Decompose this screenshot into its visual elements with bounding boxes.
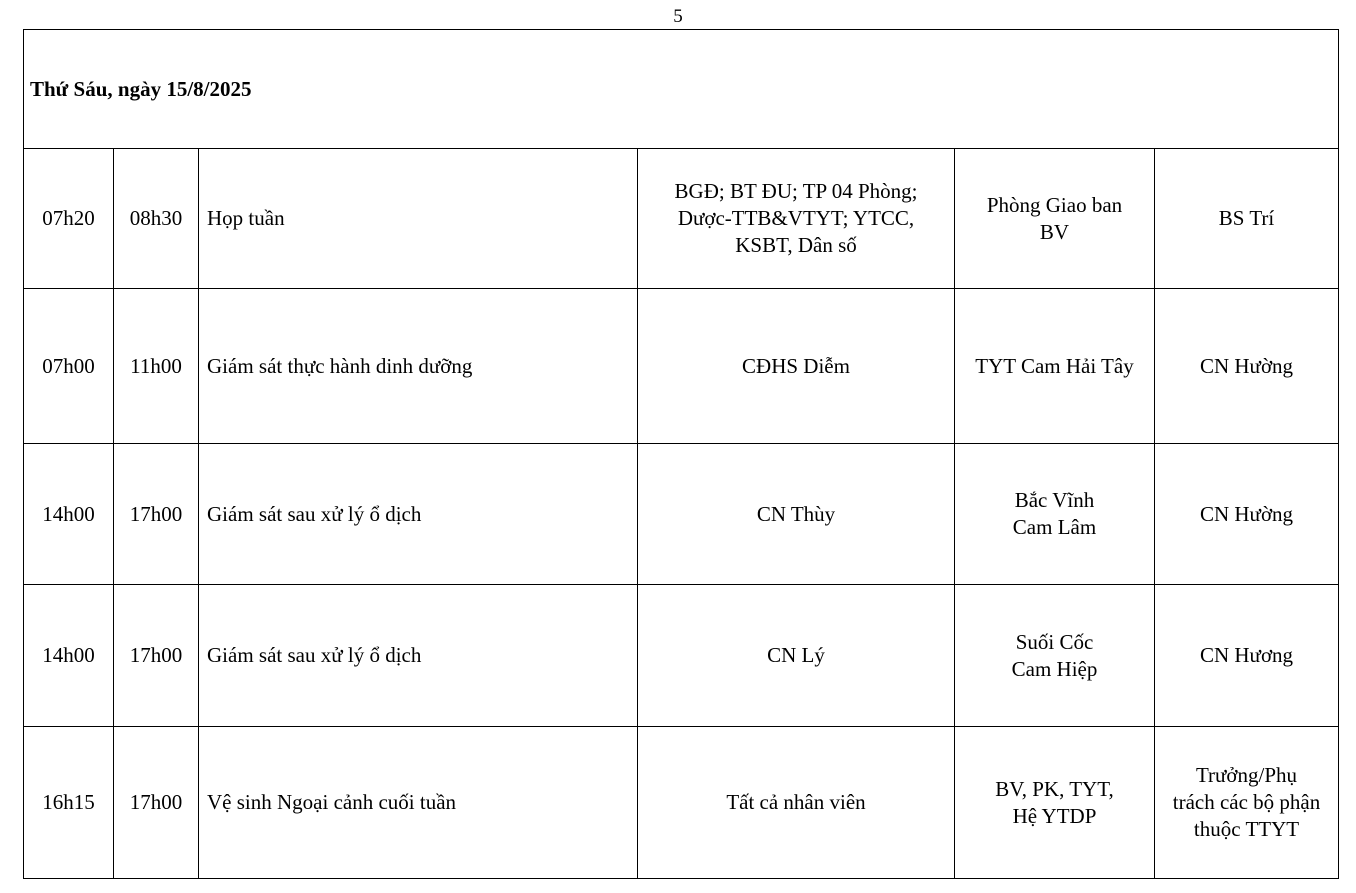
participants: CN Thùy: [638, 444, 955, 585]
table-row: [24, 585, 1339, 727]
table-row: [24, 727, 1339, 879]
lead-person: CN Hường: [1155, 289, 1339, 444]
activity-content: Giám sát sau xử lý ổ dịch: [199, 444, 638, 585]
start-time: 14h00: [24, 444, 114, 585]
table-row: [24, 149, 1339, 289]
start-time: 07h20: [24, 149, 114, 289]
page-number: 5: [673, 6, 683, 27]
end-time: 11h00: [114, 289, 199, 444]
location: TYT Cam Hải Tây: [955, 289, 1155, 444]
lead-person: CN Hương: [1155, 585, 1339, 727]
schedule-table: [23, 29, 1339, 879]
end-time: 08h30: [114, 149, 199, 289]
end-time: 17h00: [114, 585, 199, 727]
activity-content: Họp tuần: [199, 149, 638, 289]
participants: CN Lý: [638, 585, 955, 727]
location: Suối Cốc Cam Hiệp: [955, 585, 1155, 727]
start-time: 14h00: [24, 585, 114, 727]
participants: BGĐ; BT ĐU; TP 04 Phòng; Dược-TTB&VTYT; YTCC, KSBT, Dân số: [638, 149, 955, 289]
activity-content: Giám sát thực hành dinh dưỡng: [199, 289, 638, 444]
start-time: 07h00: [24, 289, 114, 444]
day-heading-row: [24, 30, 1339, 149]
location: BV, PK, TYT, Hệ YTDP: [955, 727, 1155, 879]
day-heading: Thứ Sáu, ngày 15/8/2025: [24, 30, 1339, 149]
table-row: [24, 444, 1339, 585]
location: Phòng Giao ban BV: [955, 149, 1155, 289]
lead-person: Trưởng/Phụ trách các bộ phận thuộc TTYT: [1155, 727, 1339, 879]
end-time: 17h00: [114, 727, 199, 879]
participants: CĐHS Diễm: [638, 289, 955, 444]
activity-content: Vệ sinh Ngoại cảnh cuối tuần: [199, 727, 638, 879]
lead-person: CN Hường: [1155, 444, 1339, 585]
table-row: [24, 289, 1339, 444]
activity-content: Giám sát sau xử lý ổ dịch: [199, 585, 638, 727]
lead-person: BS Trí: [1155, 149, 1339, 289]
start-time: 16h15: [24, 727, 114, 879]
location: Bắc Vĩnh Cam Lâm: [955, 444, 1155, 585]
end-time: 17h00: [114, 444, 199, 585]
participants: Tất cả nhân viên: [638, 727, 955, 879]
